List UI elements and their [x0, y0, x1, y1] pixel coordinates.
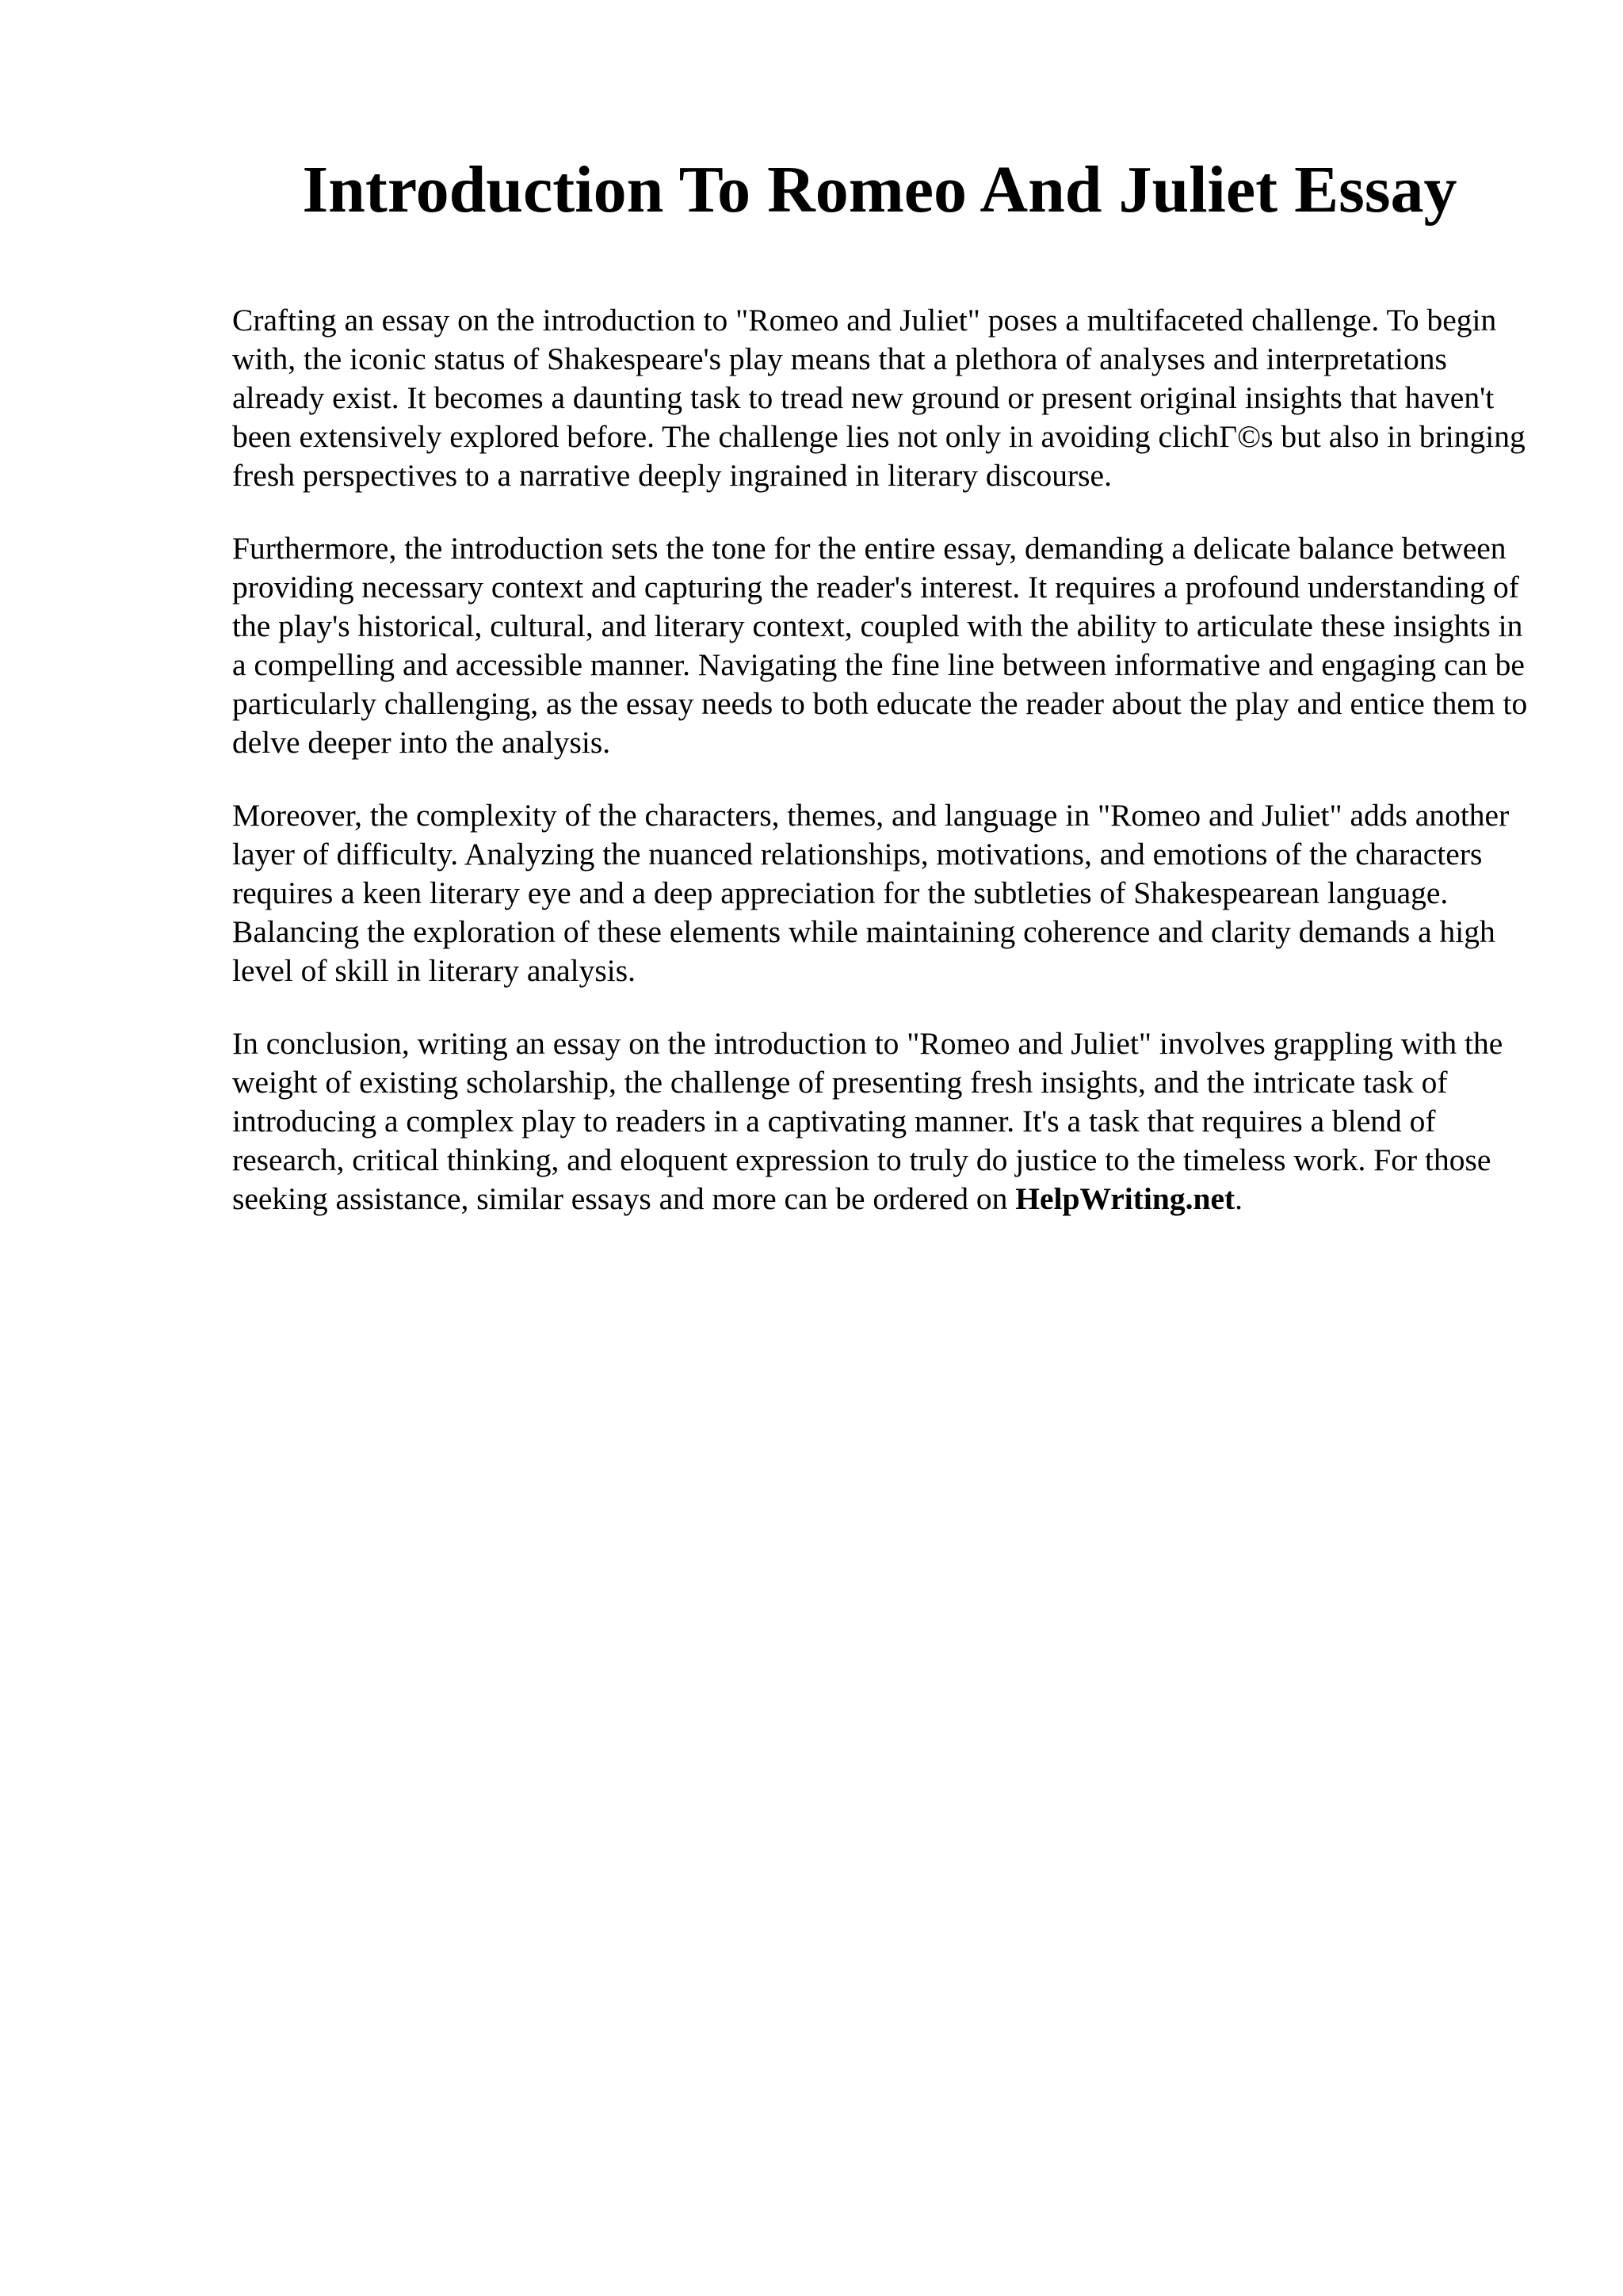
paragraph-2: Furthermore, the introduction sets the tone for the entire essay, demanding a delicate balance between providing necessary context and capturing the reader's interest. It requires a profound understanding of the play's historical, cultural, and literary context, coupled with the ability to articulate these insights in a compelling and accessible manner. Navigating the fine line between informative and engaging can be particularly challenging, as the essay needs to both educate the reader about the play and entice them to delve deeper into the analysis. [232, 531, 1528, 760]
paragraph-3: Moreover, the complexity of the characters, themes, and language in "Romeo and Juliet" adds another layer of difficulty. Analyzing the nuanced relationships, motivations, and emotions of the characters requires a keen literary eye and a deep appreciation for the subtleties of Shakespearean language. Balancing the exploration of these elements while maintaining coherence and clarity demands a high level of skill in literary analysis. [232, 798, 1510, 988]
paragraph-1: Crafting an essay on the introduction to "Romeo and Juliet" poses a multifaceted challenge. To begin with, the iconic status of Shakespeare's play means that a plethora of analyses and interpretations already exist. It becomes a daunting task to tread new ground or present original insights that haven't been extensively explored before. The challenge lies not only in avoiding clichΓ©s but also in bringing fresh perspectives to a narrative deeply ingrained in literary discourse. [232, 303, 1526, 493]
essay-body [232, 301, 1532, 1253]
page-title: Introduction To Romeo And Juliet Essay [302, 153, 1457, 227]
conclusion-end: . [1235, 1181, 1243, 1216]
conclusion-text: In conclusion, writing an essay on the introduction to "Romeo and Juliet" involves grappling with the weight of existing scholarship, the challenge of presenting fresh insights, and the intricate task of introducing a complex play to readers in a captivating manner. It's a task that requires a blend of research, critical thinking, and eloquent expression to truly do justice to the timeless work. For those seeking assistance, similar essays and more can be ordered on [232, 1026, 1503, 1216]
paragraph-conclusion [232, 1024, 1532, 1219]
brand-link[interactable]: HelpWriting.net [1015, 1181, 1235, 1216]
